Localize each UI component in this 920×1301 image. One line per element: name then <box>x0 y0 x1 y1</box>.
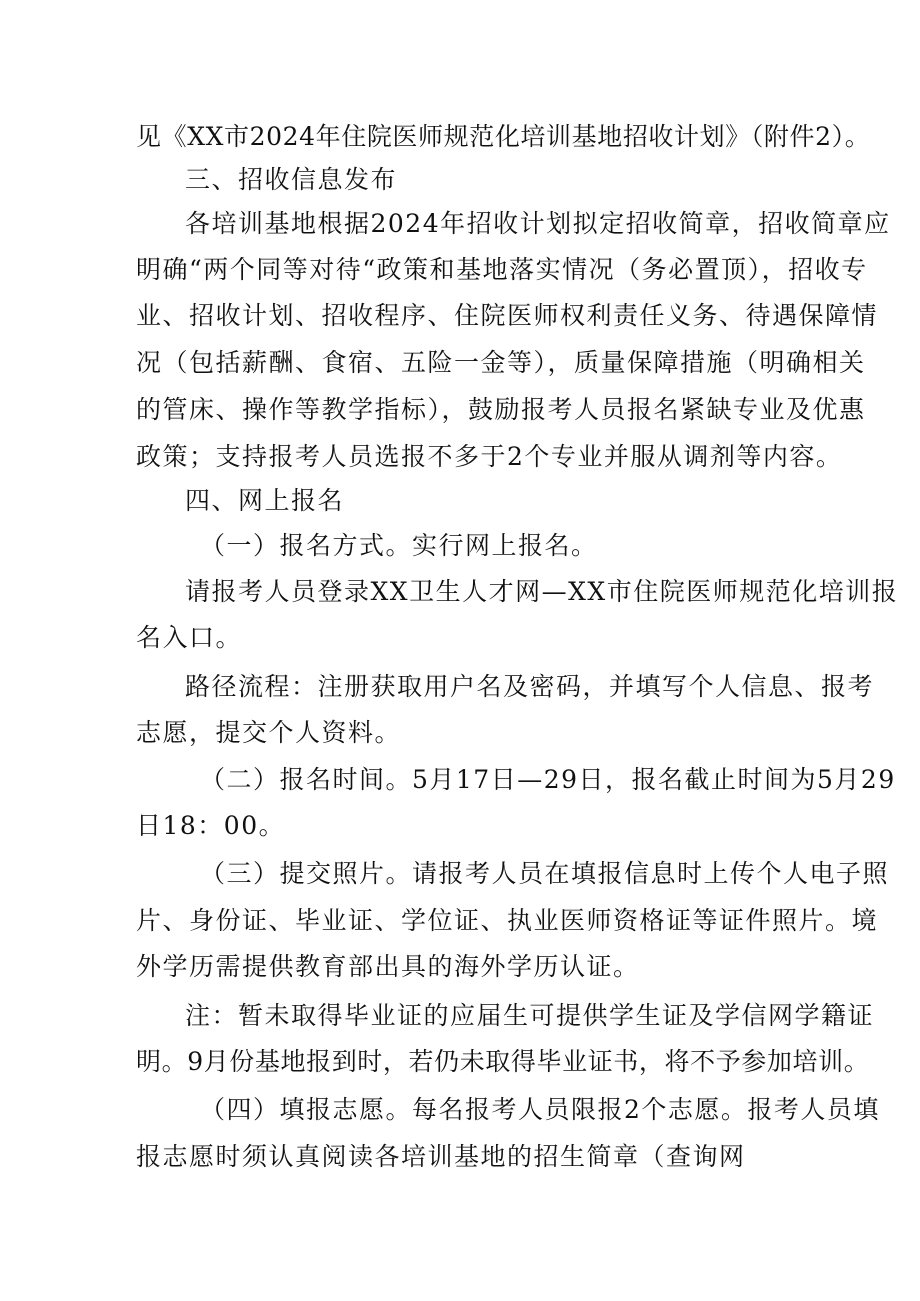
text-line: 明。9月份基地报到时，若仍未取得毕业证书，将不予参加培训。 <box>136 1047 870 1076</box>
text-line: 外学历需提供教育部出具的海外学历认证。 <box>136 952 640 981</box>
text-line: 志愿，提交个人资料。 <box>136 718 402 747</box>
text-line: 见《XX市2024年住院医师规范化培训基地招收计划》（附件2）。 <box>136 122 871 151</box>
text-line: 请报考人员登录XX卫生人才网—XX市住院医师规范化培训报 <box>185 577 899 606</box>
text-line: 日18：00。 <box>136 811 286 840</box>
text-line: （二）报名时间。5月17日—29日，报名截止时间为5月29 <box>200 765 896 794</box>
text-line: （三）提交照片。请报考人员在填报信息时上传个人电子照 <box>200 859 890 888</box>
section-heading: 四、网上报名 <box>185 486 345 515</box>
text-line: （一）报名方式。实行网上报名。 <box>200 531 598 560</box>
text-line: 路径流程：注册获取用户名及密码，并填写个人信息、报考 <box>185 672 875 701</box>
text-line: 业、招收计划、招收程序、住院医师权利责任义务、待遇保障情 <box>136 301 879 330</box>
text-line: 报志愿时须认真阅读各培训基地的招生简章（查询网 <box>136 1142 746 1171</box>
text-line: 政策；支持报考人员选报不多于2个专业并服从调剂等内容。 <box>136 442 843 471</box>
text-line: 况（包括薪酬、食宿、五险一金等），质量保障措施（明确相关 <box>136 348 866 377</box>
section-heading: 三、招收信息发布 <box>185 165 398 194</box>
text-line: （四）填报志愿。每名报考人员限报2个志愿。报考人员填 <box>200 1095 880 1124</box>
text-line: 注：暂未取得毕业证的应届生可提供学生证及学信网学籍证 <box>185 1001 875 1030</box>
text-line: 各培训基地根据2024年招收计划拟定招收简章，招收简章应 <box>185 209 891 238</box>
text-line: 的管床、操作等教学指标），鼓励报考人员报名紧缺专业及优惠 <box>136 395 866 424</box>
text-line: 明确“两个同等对待“政策和基地落实情况（务必置顶），招收专 <box>136 255 868 284</box>
text-line: 名入口。 <box>136 623 243 652</box>
text-line: 片、身份证、毕业证、学位证、执业医师资格证等证件照片。境 <box>136 906 879 935</box>
